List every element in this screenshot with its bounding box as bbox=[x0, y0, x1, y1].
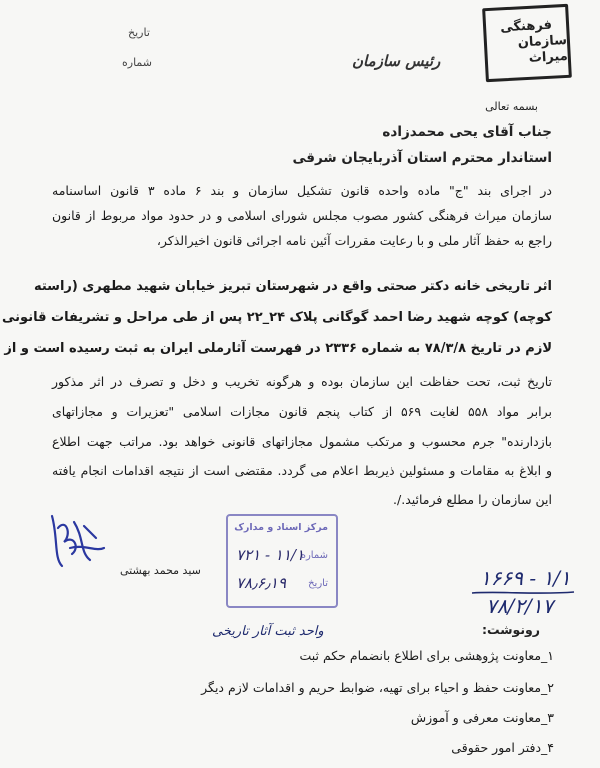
para2-bold-line-1: اثر تاریخی خانه دکتر صحتی واقع در شهرستان تبریز خیابان شهید مطهری (راسته bbox=[33, 279, 552, 294]
para1-line-3: راجع به حفظ آثار ملی و با رعایت مقررات آئین نامه اجرائی قانون اخیرالذکر، bbox=[156, 233, 552, 248]
copy-item-2: ۲_معاونت حفظ و احیاء برای تهیه، ضوابط حریم و اقدامات لازم دیگر bbox=[201, 680, 554, 695]
para2-line-4: و ابلاغ به مقامات و مسئولین ذیربط اعلام می گردد. مقتضی است از نتیجه اقدامات انجام یافته bbox=[52, 463, 552, 478]
copy-item-4: ۴_دفتر امور حقوقی bbox=[451, 740, 554, 755]
para2-bold-line-3: لازم در تاریخ ۷۸/۳/۸ به شماره ۲۳۳۶ در فهرست آثارملی ایران به ثبت رسیده است و از bbox=[4, 341, 552, 356]
recipient-name: جناب آقای یحی محمدزاده bbox=[382, 124, 552, 140]
stamp-number-label: شماره bbox=[300, 550, 328, 561]
organization-logo bbox=[482, 4, 572, 82]
stamp-title: مرکز اسناد و مدارک bbox=[234, 522, 328, 533]
copy-item-1: ۱_معاونت پژوهشی برای اطلاع بانضمام حکم ثبت bbox=[299, 648, 554, 663]
logo-line-2: سازمان میراث bbox=[517, 32, 569, 66]
para1-line-2: سازمان میراث فرهنگی کشور مصوب مجلس شورای اسلامی و در حدود مواد مربوط از قانون bbox=[52, 208, 552, 223]
archive-stamp bbox=[226, 514, 338, 608]
handwritten-note: واحد ثبت آثار تاریخی bbox=[212, 624, 324, 639]
recipient-title: استاندار محترم استان آذربایجان شرقی bbox=[292, 150, 552, 166]
para2-line-2: برابر مواد ۵۵۸ لغایت ۵۶۹ از کتاب پنجم قانون مجازات اسلامی "تعزیرات و مجازاتهای bbox=[52, 404, 552, 419]
invocation: بسمه تعالی bbox=[485, 100, 538, 113]
logo-line-1: فرهنگی bbox=[499, 17, 553, 36]
org-title: رئیس سازمان bbox=[352, 52, 441, 70]
stamp-date-label: تاریخ bbox=[308, 578, 328, 589]
handwritten-number: ۱/۱ - ۱۶۶۹ bbox=[480, 566, 571, 590]
handwritten-underline bbox=[470, 590, 576, 596]
para2-line-1: تاریخ ثبت، تحت حفاظت این سازمان بوده و هرگونه تخریب و دخل و تصرف در اثر مذکور bbox=[52, 374, 552, 389]
copies-heading: رونوشت: bbox=[481, 622, 540, 637]
para2-line-5: این سازمان را مطلع فرمائید./. bbox=[393, 492, 552, 507]
date-label: تاریخ bbox=[128, 26, 150, 39]
copy-item-3: ۳_معاونت معرفی و آموزش bbox=[410, 710, 554, 725]
handwritten-date: ۷۸/۲/۱۷ bbox=[486, 594, 554, 618]
para2-line-3: بازدارنده" جرم محسوب و مرتکب مشمول مجازاتهای قانونی خواهد بود. مراتب جهت اطلاع bbox=[52, 434, 552, 449]
number-label: شماره bbox=[122, 56, 153, 69]
para2-bold-line-2: کوچه) کوچه شهید رضا احمد گوگانی پلاک ۲۴_۲۲ پس از طی مراحل و تشریفات قانونی bbox=[2, 310, 552, 325]
stamp-number-value: ۱۱/۱ - ۷۲۱ bbox=[236, 546, 305, 564]
para1-line-1: در اجرای بند "ج" ماده واحده قانون تشکیل سازمان و بند ۶ ماده ۳ قانون اساسنامه bbox=[52, 183, 552, 198]
signature-mark bbox=[44, 508, 124, 574]
signatory-name: سید محمد بهشتی bbox=[120, 564, 201, 577]
stamp-date-value: ۷۸٫۶٫۱۹ bbox=[236, 574, 287, 592]
